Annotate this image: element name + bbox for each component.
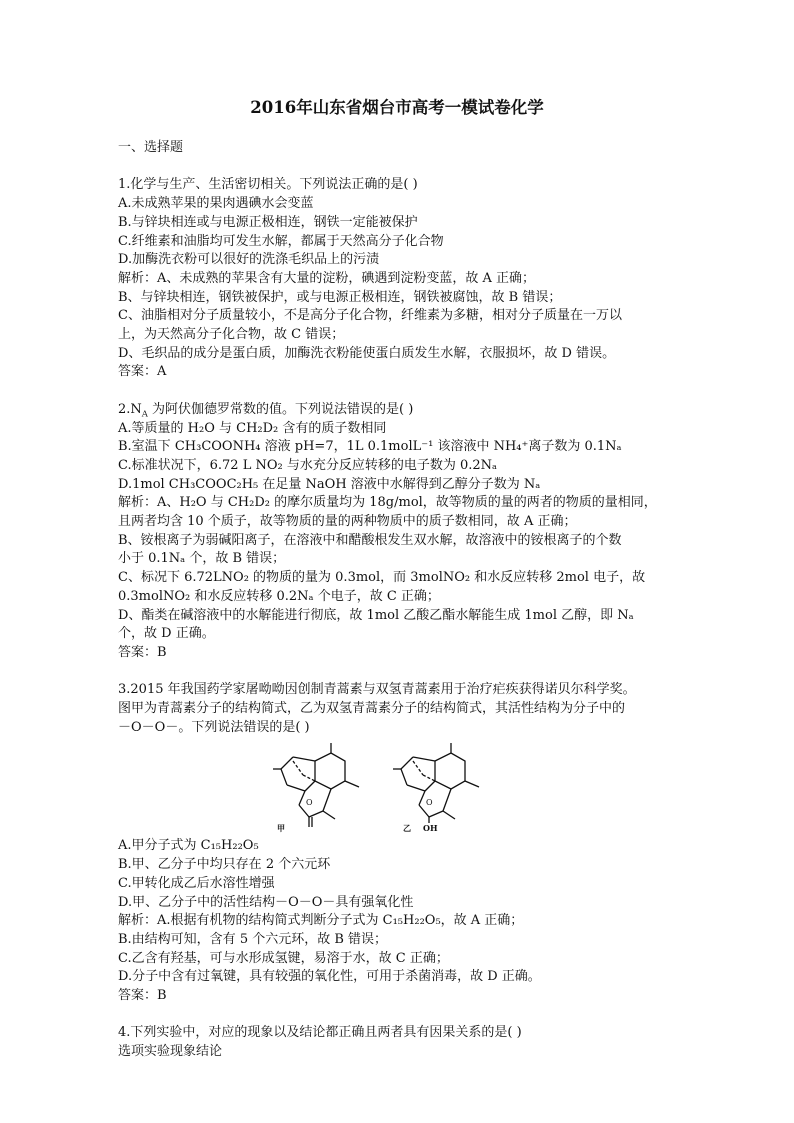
svg-text:O: O: [306, 798, 313, 808]
q2-stem: $2.N_A$ 为阿伏伽德罗常数的值。下列说法错误的是( ): [118, 401, 414, 420]
q3-option-c: C.甲转化成乙后水溶性增强: [118, 875, 275, 891]
q2-option-c: C.标准状况下，6.72 L NO₂ 与水充分反应转移的电子数为 0.2Nₐ: [118, 457, 498, 473]
q3-stem-line: 3.2015 年我国药学家屠呦呦因创制青蒿素与双氢青蒿素用于治疗疟疾获得诺贝尔科学奖。: [118, 682, 636, 698]
q1-explanation-line: B、与锌块相连，钢铁被保护，或与电源正极相连，钢铁被腐蚀，故 B 错误；: [118, 289, 562, 305]
q1-explanation-line: 上，为天然高分子化合物，故 C 错误；: [118, 327, 345, 343]
q3-explanation-line: C.乙含有羟基，可与水形成氢键，易溶于水，故 C 正确；: [118, 950, 449, 966]
document-body: [118, 139, 678, 1062]
q3-explanation-line: B.由结构可知，含有 5 个六元环，故 B 错误；: [118, 931, 388, 947]
q2-explanation-line: B、铵根离子为弱碱阳离子，在溶液中和醋酸根发生双水解，故溶液中的铵根离子的个数: [118, 532, 622, 548]
q1-option-a: A.未成熟苹果的果肉遇碘水会变蓝: [118, 196, 314, 212]
q2-explanation-line: C、标况下 6.72LNO₂ 的物质的量为 0.3mol，而 3molNO₂ 和水反应转移 2mol 电子，故: [118, 570, 646, 586]
q4-table-header: 选项实验现象结论: [118, 1044, 223, 1060]
q3-option-b: B.甲、乙分子中均只存在 2 个六元环: [118, 857, 331, 873]
q2-explanation-line: 0.3molNO₂ 和水反应转移 0.2Nₐ 个电子，故 C 正确；: [118, 588, 440, 604]
q1-option-c: C.纤维素和油脂均可发生水解，都属于天然高分子化合物: [118, 233, 444, 249]
molecule-figure: [118, 739, 678, 833]
q2-explanation-line: 且两者均含 10 个质子，故等物质的量的两种物质中的质子数相同，故 A 正确；: [118, 514, 577, 530]
artemisinin-structure: [273, 743, 359, 827]
q2-option-b: B.室温下 CH₃COONH₄ 溶液 pH=7，1L 0.1molL⁻¹ 该溶液中 NH₄⁺离子数为 0.1Nₐ: [118, 439, 622, 455]
section-heading: 一、选择题: [118, 140, 184, 155]
svg-text:O: O: [426, 798, 433, 808]
dihydroartemisinin-structure: [393, 743, 479, 823]
q3-option-a: A.甲分子式为 C₁₅H₂₂O₅: [118, 838, 259, 854]
q2-explanation-line: 小于 0.1Nₐ 个，故 B 错误；: [118, 551, 286, 567]
q3-option-d: D.甲、乙分子中的活性结构－O－O－具有强氧化性: [118, 894, 414, 910]
structure-diagram: [253, 739, 553, 833]
q1-option-b: B.与锌块相连或与电源正极相连，钢铁一定能被保护: [118, 214, 418, 230]
q2-explanation-line: 解析：A、H₂O 与 CH₂D₂ 的摩尔质量均为 18g/mol，故等物质的量的两者的物质的量相同，: [118, 495, 657, 511]
q1-stem: 1.化学与生产、生活密切相关。下列说法正确的是( ): [118, 177, 418, 193]
label-oh: OH: [423, 823, 438, 834]
q2-answer: 答案：B: [118, 644, 167, 660]
q1-answer: 答案：A: [118, 364, 167, 380]
q2-explanation-line: 个，故 D 正确。: [118, 626, 215, 642]
q3-stem-line: 图甲为青蒿素分子的结构简式，乙为双氢青蒿素分子的结构简式，其活性结构为分子中的: [118, 701, 626, 717]
q1-explanation-line: C、油脂相对分子质量较小，不是高分子化合物，纤维素为多糖，相对分子质量在一万以: [118, 308, 622, 324]
page-title: 2016年山东省烟台市高考一模试卷化学: [250, 98, 544, 117]
q3-stem-line: －O－O－。下列说法错误的是( ): [118, 719, 310, 735]
q2-option-d: D.1mol CH₃COOC₂H₅ 在足量 NaOH 溶液中水解得到乙醇分子数为 Nₐ: [118, 476, 541, 492]
q2-explanation-line: D、酯类在碱溶液中的水解能进行彻底，故 1mol 乙酸乙酯水解能生成 1mol 乙醇，即 Nₐ: [118, 607, 634, 623]
q3-answer: 答案：B: [118, 988, 167, 1004]
label-yi: 乙: [403, 823, 411, 834]
q3-explanation-line: D.分子中含有过氧键，具有较强的氧化性，可用于杀菌消毒，故 D 正确。: [118, 969, 541, 985]
q1-option-d: D.加酶洗衣粉可以很好的洗涤毛织品上的污渍: [118, 252, 380, 268]
q2-option-a: A.等质量的 H₂O 与 CH₂D₂ 含有的质子数相同: [118, 420, 387, 436]
q3-explanation-line: 解析：A.根据有机物的结构简式判断分子式为 C₁₅H₂₂O₅，故 A 正确；: [118, 913, 524, 929]
q1-explanation-line: D、毛织品的成分是蛋白质，加酶洗衣粉能使蛋白质发生水解，衣服损坏，故 D 错误。: [118, 345, 616, 361]
q1-explanation-line: 解析：A、未成熟的苹果含有大量的淀粉，碘遇到淀粉变蓝，故 A 正确；: [118, 270, 536, 286]
label-jia: 甲: [277, 823, 285, 834]
q4-stem: 4.下列实验中，对应的现象以及结论都正确且两者具有因果关系的是( ): [118, 1025, 522, 1041]
